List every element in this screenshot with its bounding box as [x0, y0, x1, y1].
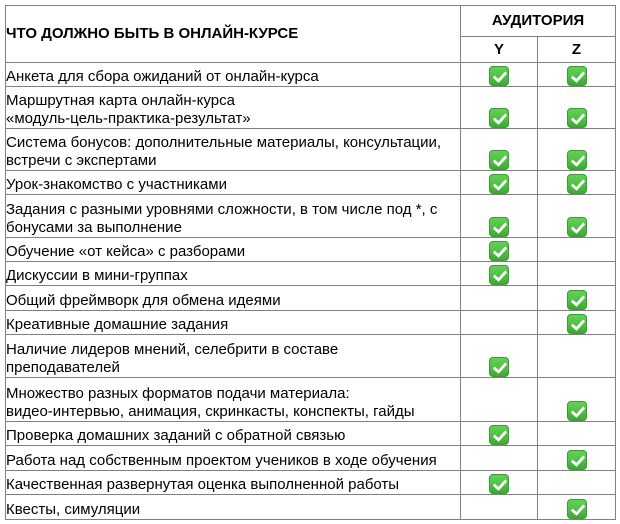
audience-y-header: Y — [461, 37, 538, 63]
table-row — [6, 311, 616, 335]
check-mark-button-icon — [567, 314, 587, 334]
criteria-text: Система бонусов: дополнительные материалы, консультации, — [6, 134, 442, 151]
criteria-text: Маршрутная карта онлайн-курса — [6, 92, 235, 109]
criteria-cell — [6, 422, 461, 446]
audience-y-cell — [461, 262, 538, 286]
criteria-cell — [6, 286, 461, 311]
criteria-text: Квесты, симуляции — [6, 501, 141, 518]
table-row — [6, 238, 616, 262]
criteria-cell — [6, 238, 461, 262]
check-mark-button-icon — [489, 265, 509, 285]
criteria-cell — [6, 63, 461, 87]
audience-z-cell — [538, 238, 616, 262]
check-mark-button-icon — [567, 450, 587, 470]
table-row — [6, 171, 616, 195]
criteria-text: Задания с разными уровнями сложности, в том числе под *, с — [6, 201, 438, 218]
criteria-text: Обучение «от кейса» с разборами — [6, 243, 246, 260]
audience-z-cell — [538, 63, 616, 87]
table-row — [6, 446, 616, 471]
check-mark-button-icon — [567, 290, 587, 310]
audience-z-header: Z — [538, 37, 616, 63]
table-row — [6, 87, 616, 129]
check-mark-button-icon — [567, 108, 587, 128]
criteria-cell — [6, 262, 461, 286]
criteria-text: Работа над собственным проектом учеников в ходе обучения — [6, 452, 437, 469]
criteria-text: Дискуссии в мини-группах — [6, 267, 188, 284]
criteria-text: встречи с экспертами — [6, 152, 157, 169]
audience-z-cell — [538, 495, 616, 520]
criteria-cell — [6, 446, 461, 471]
check-mark-button-icon — [567, 66, 587, 86]
criteria-text: бонусами за выполнение — [6, 219, 182, 236]
header-row — [6, 6, 616, 37]
audience-y-cell — [461, 378, 538, 422]
check-mark-button-icon — [489, 150, 509, 170]
check-mark-button-icon — [489, 241, 509, 261]
table-row — [6, 495, 616, 520]
check-mark-button-icon — [567, 150, 587, 170]
table-row — [6, 63, 616, 87]
check-mark-button-icon — [567, 401, 587, 421]
table-row — [6, 262, 616, 286]
audience-z-cell — [538, 471, 616, 495]
audience-z-cell — [538, 446, 616, 471]
criteria-cell — [6, 129, 461, 171]
table-row — [6, 195, 616, 238]
check-mark-button-icon — [489, 66, 509, 86]
table-row — [6, 335, 616, 378]
criteria-text: преподавателей — [6, 359, 120, 376]
audience-z-cell — [538, 311, 616, 335]
check-mark-button-icon — [489, 174, 509, 194]
audience-y-cell — [461, 87, 538, 129]
audience-y-cell — [461, 286, 538, 311]
criteria-header: ЧТО ДОЛЖНО БЫТЬ В ОНЛАЙН-КУРСЕ — [6, 6, 461, 63]
audience-y-cell — [461, 446, 538, 471]
audience-z-cell — [538, 171, 616, 195]
audience-z-cell — [538, 335, 616, 378]
criteria-text: видео-интервью, анимация, скринкасты, конспекты, гайды — [6, 403, 415, 420]
audience-y-cell — [461, 335, 538, 378]
criteria-cell — [6, 495, 461, 520]
check-mark-button-icon — [567, 217, 587, 237]
audience-z-cell — [538, 262, 616, 286]
audience-y-cell — [461, 471, 538, 495]
check-mark-button-icon — [567, 499, 587, 519]
table-row — [6, 286, 616, 311]
criteria-cell — [6, 471, 461, 495]
audience-z-cell — [538, 378, 616, 422]
table-row — [6, 471, 616, 495]
check-mark-button-icon — [489, 474, 509, 494]
criteria-text: Анкета для сбора ожиданий от онлайн-курса — [6, 68, 319, 85]
audience-y-cell — [461, 171, 538, 195]
audience-y-cell — [461, 63, 538, 87]
audience-y-cell — [461, 195, 538, 238]
check-mark-button-icon — [489, 217, 509, 237]
audience-z-cell — [538, 129, 616, 171]
table-row — [6, 422, 616, 446]
criteria-text: Урок-знакомство с участниками — [6, 176, 227, 193]
table-row — [6, 129, 616, 171]
check-mark-button-icon — [489, 108, 509, 128]
audience-z-cell — [538, 422, 616, 446]
criteria-cell — [6, 378, 461, 422]
audience-y-cell — [461, 129, 538, 171]
audience-z-cell — [538, 195, 616, 238]
check-mark-button-icon — [489, 425, 509, 445]
audience-z-cell — [538, 286, 616, 311]
criteria-text: Множество разных форматов подачи материала: — [6, 385, 350, 402]
check-mark-button-icon — [567, 174, 587, 194]
audience-header: АУДИТОРИЯ — [461, 6, 616, 37]
course-features-table — [5, 5, 616, 520]
check-mark-button-icon — [489, 357, 509, 377]
audience-y-cell — [461, 238, 538, 262]
audience-y-cell — [461, 311, 538, 335]
criteria-cell — [6, 171, 461, 195]
criteria-cell — [6, 311, 461, 335]
criteria-cell — [6, 195, 461, 238]
audience-z-cell — [538, 87, 616, 129]
audience-y-cell — [461, 422, 538, 446]
criteria-text: Наличие лидеров мнений, селебрити в составе — [6, 341, 339, 358]
criteria-cell — [6, 87, 461, 129]
criteria-text: Проверка домашних заданий с обратной связью — [6, 427, 346, 444]
criteria-text: Общий фреймворк для обмена идеями — [6, 292, 281, 309]
audience-y-cell — [461, 495, 538, 520]
criteria-text: «модуль-цель-практика-результат» — [6, 110, 251, 127]
criteria-text: Креативные домашние задания — [6, 316, 229, 333]
criteria-cell — [6, 335, 461, 378]
table-row — [6, 378, 616, 422]
criteria-text: Качественная развернутая оценка выполненной работы — [6, 476, 400, 493]
